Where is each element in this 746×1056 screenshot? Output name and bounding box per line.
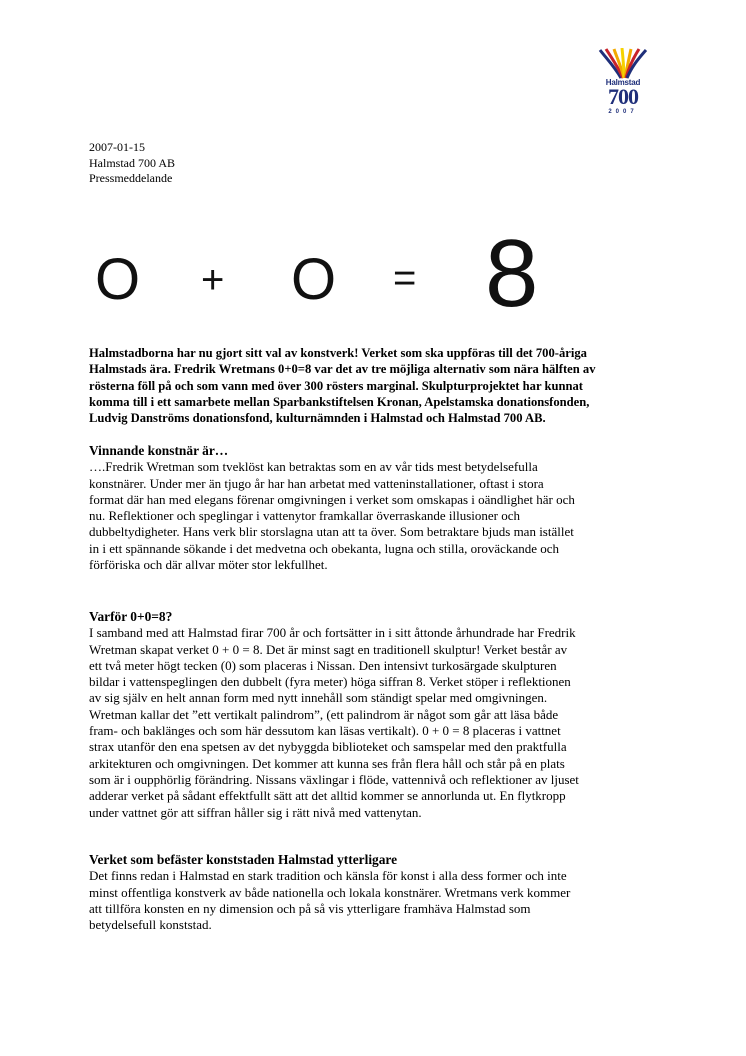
body-line: minst offentliga konstverk av både nationella och lokala konstnärer. Wretmans verk kommer xyxy=(89,884,571,900)
body-line: konstnärer. Under mer än tjugo år har han arbetat med vatteninstallationer, oftast i stora xyxy=(89,475,544,491)
body-line: bildar i vattenspeglingen den dubbelt (fyra meter) höga siffran 8. Verket stöper i reflektionen xyxy=(89,674,571,690)
equation-operand-1: O xyxy=(95,247,141,312)
section-heading: Vinnande konstnär är… xyxy=(89,443,229,458)
section-heading: Varför 0+0=8? xyxy=(89,609,173,624)
lead-line: Ludvig Danströms donationsfond, kulturnämnden i Halmstad och Halmstad 700 AB. xyxy=(89,411,546,426)
body-line: I samband med att Halmstad firar 700 år och fortsätter in i sitt åttonde århundrade har Fredrik xyxy=(89,625,576,641)
body-line: nu. Reflektioner och speglingar i vattenytor framkallar överraskande illusioner och xyxy=(89,508,521,524)
equation-result: 8 xyxy=(485,220,539,327)
logo-name: Halmstad xyxy=(605,78,641,87)
logo-year: 2007 xyxy=(608,109,638,115)
body-line: förföriska och där allvar möter stor lekfullhet. xyxy=(89,557,328,573)
lead-line: komma till i ett samarbete mellan Sparbankstiftelsen Kronan, Apelstamska donationsfonden, xyxy=(89,394,590,409)
logo-number: 700 xyxy=(608,84,638,109)
body-line: Wretman skapat verket 0 + 0 = 8. Det är minst sagt en traditionell skulptur! Verket består av xyxy=(89,641,568,657)
lead-line: Halmstads ära. Fredrik Wretmans 0+0=8 var det av tre möjliga alternativ som nära hälften av xyxy=(89,362,596,377)
body-line: fram- och baklänges och som här dessutom kan läsas vertikalt). 0 + 0 = 8 placeras i vattnet xyxy=(89,723,561,739)
body-line: att tillföra konsten en ny dimension och på så vis ytterligare framhäva Halmstad som xyxy=(89,900,531,916)
halmstad-700-logo xyxy=(594,48,652,120)
equation-operand-2: O xyxy=(291,247,337,312)
lead-line: Halmstadborna har nu gjort sitt val av konstverk! Verket som ska uppföras till det 700-åriga xyxy=(89,346,587,360)
equation-equals: = xyxy=(393,256,417,300)
body-line: Det finns redan i Halmstad en stark tradition och känsla för konst i alla dess former och inte xyxy=(89,868,567,884)
section-why xyxy=(89,609,669,821)
body-line: Wretman kallar det ”ett vertikalt palindrom”, (ett palindrom är något som går att läsa både xyxy=(89,706,559,722)
equation-plus: + xyxy=(201,258,225,302)
lead-line: rösterna föll på och som vann med över 300 rösters marginal. Skulpturprojektet har kunnat xyxy=(89,378,583,393)
body-line: in i ett spännande sökande i det medvetna och obekanta, lugna och stilla, oroväckande och xyxy=(89,540,560,556)
lead-paragraph xyxy=(89,345,669,426)
section-art-city xyxy=(89,852,669,933)
body-line: strax utanför den ena spetsen av det nybyggda biblioteket och samspelar med den praktfulla xyxy=(89,739,567,755)
body-line: under vattnet gör att siffran håller sig i rätt nivå med vattenytan. xyxy=(89,804,422,820)
body-line: dubbeltydigheter. Hans verk blir storslagna utan att ta över. Som betraktare bjuds man istället xyxy=(89,524,574,540)
body-line: betydelsefull konststad. xyxy=(89,917,212,933)
equation-image xyxy=(91,220,543,327)
document-meta xyxy=(89,140,175,187)
body-line: adderar verket på sådant effektfullt sätt att det alltid kommer se annorlunda ut. En flytkropp xyxy=(89,788,566,804)
document-type: Pressmeddelande xyxy=(89,171,173,185)
section-heading: Verket som befäster konststaden Halmstad ytterligare xyxy=(89,852,398,867)
body-line: som är i oupphörlig förändring. Nissans växlingar i flöde, vattennivå och reflektioner av ljuset xyxy=(89,771,579,787)
body-line: ….Fredrik Wretman som tveklöst kan betraktas som en av vår tids mest betydelsefulla xyxy=(89,459,538,475)
section-winning-artist xyxy=(89,443,669,573)
body-line: arkitekturen och omgivningen. Det kommer att kunna ses från flera håll och står på en plats xyxy=(89,755,565,771)
body-line: format där han med elegans förenar omgivningen i verket som omskapas i oändlighet här och xyxy=(89,491,575,507)
body-line: ett två meter högt tecken (0) som placeras i Nissan. Den intensivt turkosärgade skulpturen xyxy=(89,657,557,673)
document-date: 2007-01-15 xyxy=(89,140,145,154)
logo-flame-icon xyxy=(594,48,652,80)
body-line: av sig själv en helt annan form med nytt innehåll som ständigt spelar med omgivningen. xyxy=(89,690,548,706)
company-name: Halmstad 700 AB xyxy=(89,155,175,170)
